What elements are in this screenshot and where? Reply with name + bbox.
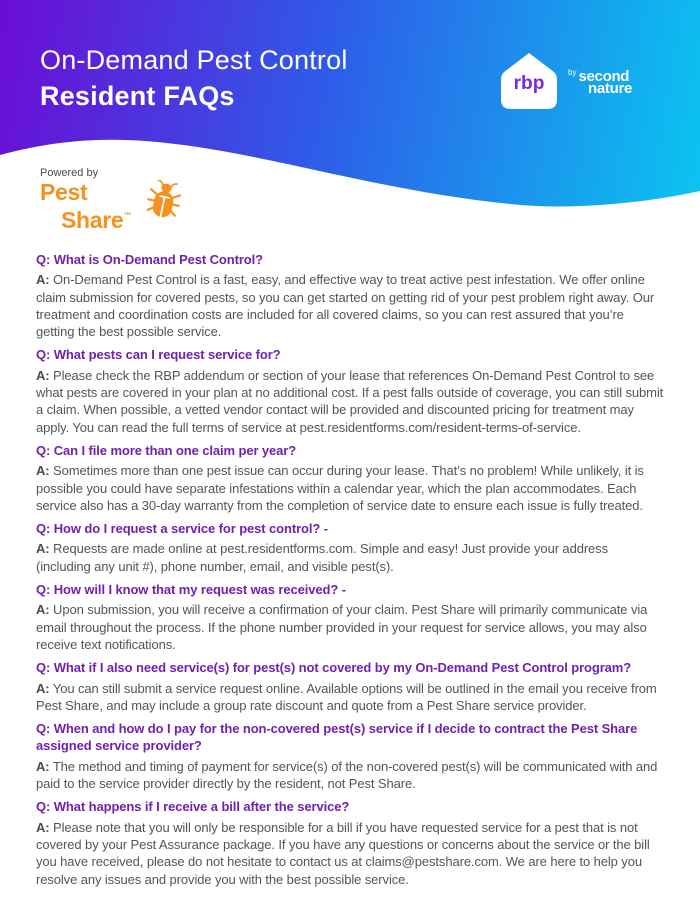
answer-text: Upon submission, you will receive a confirmation of your claim. Pest Share will primarily communicate via email throughout the process. If the phone number provided in your request for service allows, you may also receive text notifications.: [36, 602, 648, 652]
faq-question: Q: How will I know that my request was received? -: [36, 582, 346, 598]
faq-question: Q: What happens if I receive a bill after the service?: [36, 799, 350, 815]
answer-text: Requests are made online at pest.residentforms.com. Simple and easy! Just provide your address (including any unit #), phone number, email, and visible pest(s).: [36, 541, 608, 574]
second-nature-wordmark: [568, 66, 632, 96]
faq-item: [36, 659, 664, 714]
pest-label: Pest: [40, 179, 88, 205]
answer-prefix: A:: [36, 819, 50, 835]
faq-item: [36, 346, 664, 435]
share-label: Share: [61, 207, 124, 233]
answer-text: Please check the RBP addendum or section of your lease that references On-Demand Pest Control to see what pests are covered in your plan at no additional cost. If a pest falls outside of coverage, you can still submit a claim. When possible, a vetted vendor contact will be provided and discounted pricing for treatment may apply. You can read the full terms of service at pest.residentforms.com/resident-terms-of-service.: [36, 367, 664, 435]
faq-item: [36, 581, 664, 653]
faq-question: Q: What is On-Demand Pest Control?: [36, 252, 263, 267]
page-title-block: [40, 42, 348, 114]
faq-answer: [36, 462, 664, 514]
rbp-second-nature-brand: [500, 52, 632, 110]
answer-prefix: A:: [36, 680, 50, 696]
faq-item: [36, 798, 664, 887]
answer-text: The method and timing of payment for service(s) of the non-covered pest(s) will be communicated with and paid to the service provider directly by the resident, not Pest Share.: [36, 758, 658, 792]
rbp-logo-text: rbp: [513, 72, 545, 94]
faq-item: [36, 442, 664, 514]
faq-answer: [36, 540, 664, 575]
document-title: On-Demand Pest Control: [40, 45, 348, 75]
faq-item: [36, 251, 664, 340]
answer-prefix: A:: [36, 463, 50, 479]
faq-item: [36, 520, 664, 575]
by-label: by: [568, 68, 577, 77]
faq-question: Q: What pests can I request service for?: [36, 347, 281, 363]
answer-text: You can still submit a service request online. Available options will be outlined in the email you receive from Pest Share, and may include a group rate discount and quote from a Pest Share service provider.: [36, 680, 657, 713]
answer-text: Please note that you will only be responsible for a bill if you have requested service for a pest that is not covered by your Pest Assurance package. If you have any questions or concerns about the service or the bill you have received, please do not hesitate to contact us at claims@pestshare.com. We are here to help you resolve any issues and provide you with the best possible service.: [36, 819, 650, 887]
faq-item: [36, 720, 664, 792]
faq-question: Q: What if I also need service(s) for pest(s) not covered by my On-Demand Pest Control program?: [36, 660, 632, 676]
powered-by-label: Powered by: [40, 167, 99, 179]
answer-text: On-Demand Pest Control is a fast, easy, and effective way to treat active pest infestation. We offer online claim submission for covered pests, so you can get started on getting rid of your pest problem right away. Our treatment and coordination costs are included for all covered claims, so you can rest assured that you’re getting the best possible service.: [36, 272, 655, 340]
faq-answer: [36, 819, 664, 888]
rbp-house-icon: [500, 52, 558, 110]
faq-list: [0, 240, 700, 888]
answer-prefix: A:: [36, 758, 50, 774]
answer-prefix: A:: [36, 541, 50, 557]
trademark-symbol: ™: [123, 211, 132, 220]
faq-answer: [36, 601, 664, 653]
answer-prefix: A:: [36, 272, 50, 288]
faq-answer: [36, 271, 664, 340]
nature-label: nature: [588, 80, 633, 97]
faq-question: Q: How do I request a service for pest control? -: [36, 521, 328, 537]
bug-icon: [146, 180, 182, 220]
answer-prefix: A:: [36, 602, 50, 618]
faq-question: Q: When and how do I pay for the non-covered pest(s) service if I decide to contract the Pest Share assigned service provider?: [36, 721, 638, 754]
document-subtitle: Resident FAQs: [40, 81, 235, 111]
header-banner: [0, 0, 700, 240]
pestshare-logo: [40, 167, 160, 232]
faq-question: Q: Can I file more than one claim per year?: [36, 442, 297, 458]
rbp-logo: [500, 52, 558, 110]
faq-answer: [36, 367, 664, 436]
answer-text: Sometimes more than one pest issue can occur during your lease. That’s no problem! While unlikely, it is possible you could have separate infestations within a calendar year, which the plan accommodates. Each service also has a 30-day warranty from the completion of service date to ensure each issue is fully treated.: [36, 463, 644, 513]
answer-prefix: A:: [36, 367, 50, 383]
faq-answer: [36, 758, 664, 793]
second-label: second: [578, 68, 630, 85]
faq-answer: [36, 680, 664, 715]
